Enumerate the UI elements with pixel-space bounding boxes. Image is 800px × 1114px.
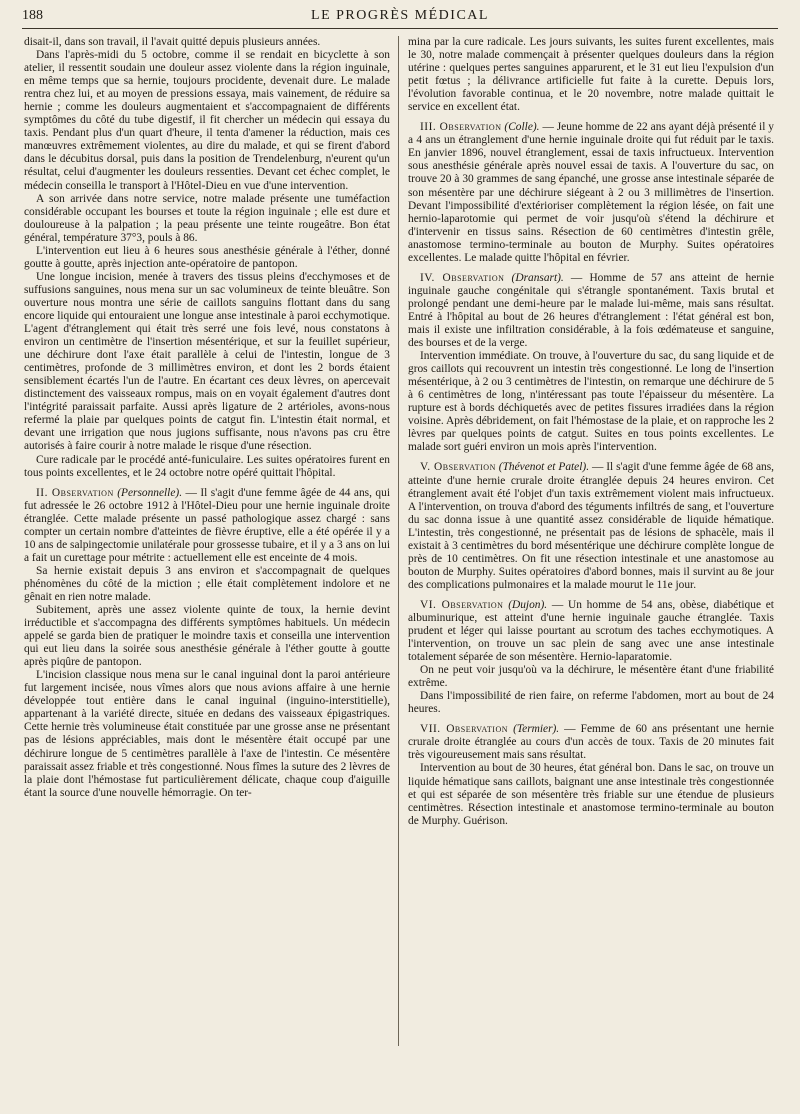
body-paragraph: A son arrivée dans notre service, notre malade présente une tuméfaction considérable occupant les bourses et toute la région inguinale ; elle est dure et douloureuse à la palpation ; la peau présente une teinte rougeâtre. Bon état général, température 37°3, pouls à 86. (24, 192, 390, 244)
continued-paragraph: disait-il, dans son travail, il l'avait quitté depuis plusieurs années. (24, 36, 321, 48)
observation-author: (Termier). (513, 723, 560, 736)
observation-author: (Personnelle). (117, 486, 183, 499)
body-paragraph: L'intervention eut lieu à 6 heures sous anesthésie générale à l'éther, donné goutte à goutte, après injection ante-opératoire de pantopon. (24, 244, 390, 270)
body-paragraph: Sa hernie existait depuis 3 ans environ et s'accompagnait de quelques phénomènes du côté de la miction ; elle était complètement indolore et ne gênait en rien notre malade. (24, 564, 390, 603)
body-paragraph: Cure radicale par le procédé anté-funiculaire. Les suites opératoires furent en tous points excellentes, et le 24 octobre notre opéré quittait l'hôpital. (24, 453, 390, 479)
column-divider (398, 36, 399, 1046)
observation-author: (Thévenot et Patel). (498, 461, 590, 474)
observation-paragraph (408, 121, 774, 265)
observation-text: — Homme de 57 ans atteint de hernie inguinale gauche congénitale qui s'étrangle spontanément. Taxis brutal et prolongé pendant une demi-heure par le malade lui-même, mais sans résultat. Entré à l'hôpital au bout de 26 heures d'étranglement : l'état général est bon, mais il existe une infiltration considérable, à la fois œdémateuse et sanguine, des bourses et de la verge. (408, 271, 774, 350)
body-paragraph: Subitement, après une assez violente quinte de toux, la hernie devint irréductible et s'accompagna des différents symptômes habituels. Un médecin appelé se garda bien de pratiquer le moindre taxis et conseilla une intervention qui eut lieu dans la soirée sous anesthésie générale à l'éther goutte à goutte après piqûre de pantopon. (24, 604, 390, 669)
observation-label: III. Observation (420, 121, 502, 134)
observation-label: V. Observation (420, 461, 496, 474)
body-paragraph: On ne peut voir jusqu'où va la déchirure, le mésentère étant d'une friabilité extrême. (408, 664, 774, 690)
body-paragraph: Intervention au bout de 30 heures, état général bon. Dans le sac, on trouve un liquide hématique sans caillots, baignant une anse intestinale très congestionnée et qui est séparée de son mésentère très friable sur une étendue de plusieurs centimètres. Résection intestinale et anastomose termino-terminale au bouton de Murphy. Guérison. (408, 762, 774, 827)
observation-text: — Femme de 60 ans présentant une hernie crurale droite étranglée au cours d'un accès de toux. Taxis de 20 minutes fait très vigoureusement mais sans résultat. (408, 723, 774, 762)
observation-paragraph (408, 599, 774, 664)
observation-text: — Un homme de 54 ans, obèse, diabétique et albuminurique, est atteint d'une hernie inguinale gauche étranglée. Taxis prudent et léger qui laisse pourtant au scrotum des taches ecchymotiques. A l'intervention, on trouve un sac plein de sang avec une anse intestinale totalement séparée de son mésentère. Hernio-laparatomie. (408, 598, 774, 664)
continued-paragraph: mina par la cure radicale. Les jours suivants, les suites furent excellentes, mais le 30, notre malade commençait à présenter quelques douleurs dans la région utérine : quelques pertes sanguines apparurent, et le 31 eut lieu l'expulsion d'un petit fœtus ; la délivrance artificielle fut faite à la curette. Depuis lors, l'évolution favorable continua, et le 20 novembre, notre malade quittait le service en excellent état. (408, 36, 774, 114)
left-column (24, 36, 390, 1104)
observation-label: VII. Observation (420, 723, 509, 736)
observation-text: — Jeune homme de 22 ans ayant déjà présenté il y a 4 ans un étranglement d'une hernie inguinale droite qui fut réduit par le taxis. En janvier 1896, nouvel étranglement, essai de taxis infructueux. Intervention sous anesthésie générale après nouvel essai de taxis. A l'ouverture du sac, on trouve 20 à 30 grammes de sang épanché, une grosse anse intestinale séparée de son mésentère par une déchirure siégeant à 2 ou 3 millimètres de l'insertion. Devant l'impossibilité d'extérioriser complètement la région lésée, on fait une hernio-laparotomie qui permet de voir jusqu'où s'étend la déchirure et d'intervenir en tissus sains. Résection de 60 centimètres d'intestin grêle, anastomose termino-terminale au bouton de Murphy. Suites opératoires excellentes. Le malade quitte l'hôpital en février. (408, 121, 774, 264)
observation-text: — Il s'agit d'une femme âgée de 68 ans, atteinte d'une hernie crurale droite étranglée depuis 24 heures environ. Cet étranglement avait été l'objet d'un taxis extrêmement violent mais infructueux. A l'intervention, on trouva d'abord des téguments infiltrés de sang, et l'ouverture du sac donna issue à une quantité assez considérable de liquide hématique. L'intestin, très congestionné, ne présentait pas de lésions de sphacèle, mais il existait à 3 centimètres du bord mésentérique une déchirure complète longue de près de 10 centimètres. On fit une résection intestinale et une anastomose au bouton de Murphy. Suites opératoires d'abord bonnes, mais il survint au 8e jour des complications pulmonaires et la malade mourut le 11e jour. (408, 461, 774, 591)
observation-paragraph (24, 487, 390, 565)
observation-author: (Colle). (504, 121, 540, 134)
observation-paragraph (408, 723, 774, 762)
body-paragraph: Dans l'impossibilité de rien faire, on referme l'abdomen, mort au bout de 24 heures. (408, 690, 774, 716)
header-rule (22, 28, 778, 29)
observation-text: — Il s'agit d'une femme âgée de 44 ans, qui fut adressée le 26 octobre 1912 à l'Hôtel-Dieu pour une hernie inguinale droite étranglée. Cette malade présente un passé pathologique assez chargé : sans compter un certain nombre d'atteintes de fièvre éruptive, elle a été opérée il y a 10 ans de salpingectomie unilatérale pour grossesse tubaire, et il y a 3 ans on lui a fait un curettage pour métrite : actuellement elle est enceinte de 4 mois. (24, 486, 390, 564)
observation-label: II. Observation (36, 486, 114, 499)
observation-label: IV. Observation (420, 271, 505, 284)
observation-paragraph (408, 272, 774, 350)
body-paragraph: L'incision classique nous mena sur le canal inguinal dont la paroi antérieure fut largement incisée, nous vîmes alors que nous avions affaire à une hernie développée tout entière dans le canal inguinal (inguino-interstitielle), appartenant à la variété directe, située en dedans des vaisseaux épigastriques. Cette hernie très volumineuse était constituée par une grosse anse ne présentant pas de lésions appréciables, mais dont le mésentère était occupé par une déchirure longue de 5 centimètres parallèle à l'axe de l'intestin. Ce mésentère paraissait assez friable et très congestionné. Nous fîmes la suture des 2 lèvres de la plaie dont l'hémostase fut particulièrement délicate, chaque coup d'aiguille étant la source d'une nouvelle hémorragie. On ter- (24, 669, 390, 799)
observation-paragraph (408, 461, 774, 591)
page-header (22, 8, 778, 28)
right-column (408, 36, 774, 1104)
page-number: 188 (22, 8, 43, 23)
observation-author: (Dujon). (508, 598, 548, 611)
body-paragraph: Intervention immédiate. On trouve, à l'ouverture du sac, du sang liquide et de gros caillots qui recouvrent un intestin très congestionné. Le long de l'insertion mésentérique, à 2 ou 3 centimètres de l'intestin, on remarque une déchirure de 5 à 6 centimètres de long, n'intéressant pas toute l'épaisseur du mésentère. La rupture est à bords déchiquetés avec de petites fissures irradiées dans la région voisine. Après débridement, on fait l'hémostase de la plaie, et on rapproche les 2 lèvres par quelques points de catgut. Suites en tous points excellentes. Le malade sort guéri environ un mois après l'intervention. (408, 350, 774, 454)
observation-author: (Dransart). (511, 271, 564, 284)
body-paragraph: Une longue incision, menée à travers des tissus pleins d'ecchymoses et de suffusions sanguines, nous mena sur un sac volumineux de teinte bleuâtre. Son ouverture nous montra une série de caillots sanguins flottant dans du sang encore liquide qui entouraient une longue anse intestinale à paroi ecchymotique. L'agent d'étranglement qui était très serré une fois levé, nous constatons à environ un centimètre de l'insertion mésentérique, et sur la feuillet supérieur, une déchirure dont l'axe était parallèle à celui de l'intestin, longue de 3 centimètres, profonde de 3 millimètres environ, et dont les 2 bords étaient sensiblement écartés l'un de l'autre. En écartant ces deux lèvres, on apercevait distinctement des vaisseaux rompus, mais on en voyait également d'autres dont l'intégrité paraissait parfaite. Aussi après ligature de 2 artérioles, avons-nous refermé la plaie par quelques points de catgut fin. L'intestin était normal, et devant une irrigation que nous jugions suffisante, nous n'avons pas cru être autorisés à faire courir à notre malade le risque d'une résection. (24, 270, 390, 453)
body-paragraph: Dans l'après-midi du 5 octobre, comme il se rendait en bicyclette à son atelier, il ressentit soudain une douleur assez violente dans la région inguinale, en même temps que sa hernie, toujours procidente, devenait dure. Le malade rentra chez lui, et au moyen de pressions essaya, mais vainement, de réduire sa hernie ; comme les douleurs augmentaient et s'accompagnaient de différents symptômes du côté du tube digestif, il fit chercher un médecin qui essaya du taxis. Pendant plus d'un quart d'heure, il tenta d'amener la réduction, mais ces manœuvres extrêmement violentes, au dire du malade, et qui se firent d'abord dans le décubitus dorsal, puis dans la position de Trendelenburg, n'eurent qu'un résultat, celui d'augmenter les douleurs ressenties. Devant cet échec complet, le médecin conseilla le transport à l'Hôtel-Dieu en vue d'une intervention. (24, 49, 390, 192)
running-title: LE PROGRÈS MÉDICAL (311, 8, 489, 23)
observation-label: VI. Observation (420, 598, 504, 611)
